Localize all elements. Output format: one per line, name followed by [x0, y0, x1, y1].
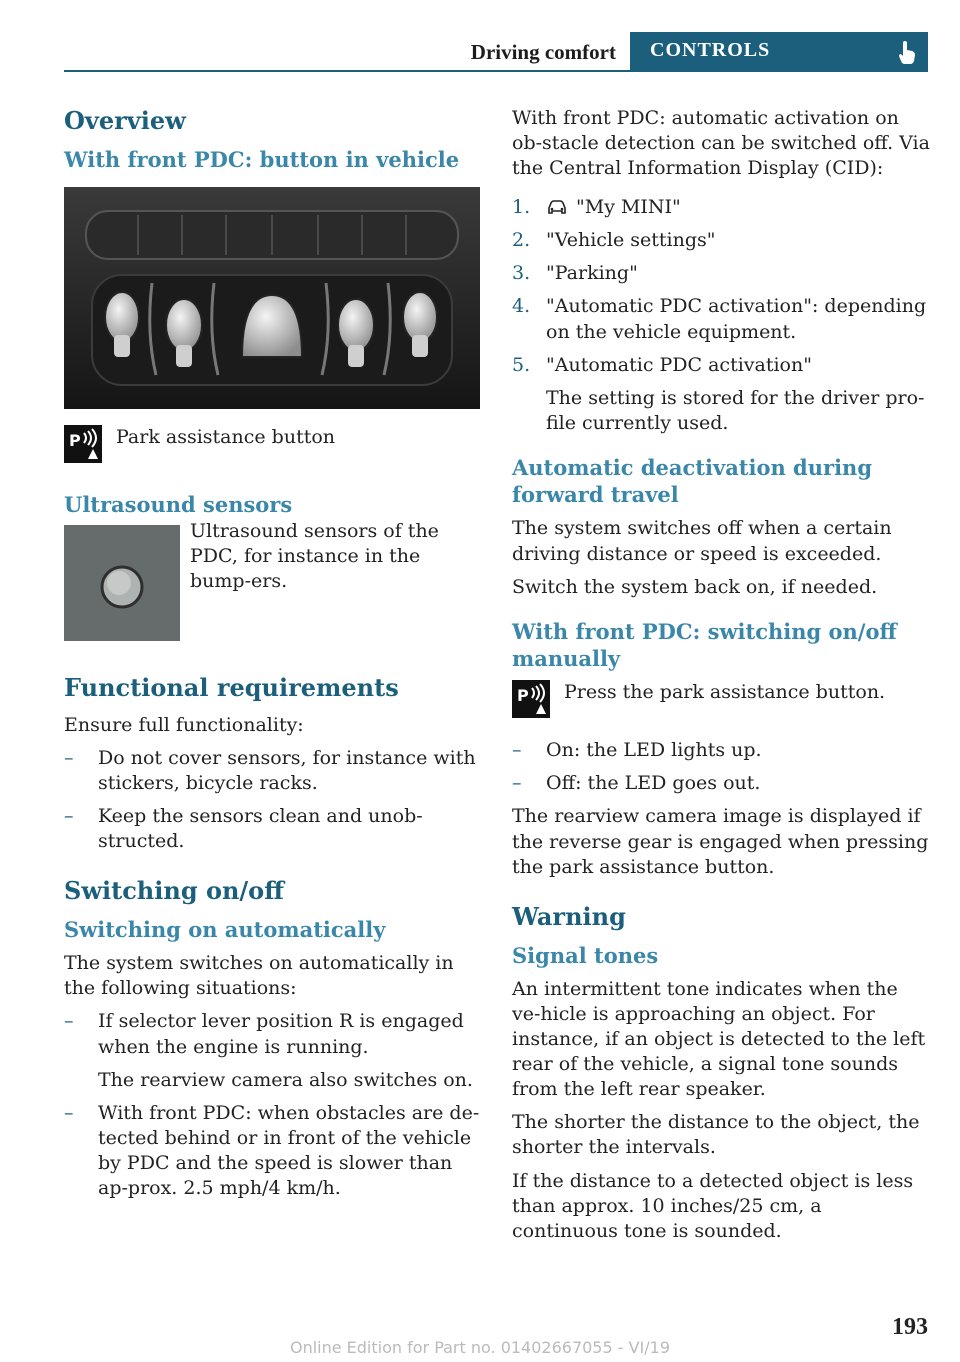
park-assistance-icon [64, 425, 102, 463]
step-number: 3. [512, 262, 531, 285]
auto-deactivation-text: The system switches off when a certain driving distance or speed is exceeded. [512, 517, 892, 565]
header-section-title: Driving comfort [470, 40, 616, 64]
overview-heading: Overview [64, 106, 186, 135]
functional-item: – Do not cover sensors, for instance with stickers, bicycle racks. [64, 746, 482, 796]
dashboard-switches-photo [64, 187, 480, 409]
switching-auto-item [64, 1009, 482, 1092]
step-number: 4. [512, 295, 531, 318]
left-column [64, 106, 482, 1209]
settings-step [512, 353, 930, 436]
header-chapter-tab [630, 32, 928, 72]
step-text: "Automatic PDC activation" [546, 353, 812, 376]
switching-auto-intro: The system switches on automatically in the following situations: [64, 952, 454, 1000]
edition-footer: Online Edition for Part no. 01402667055 - VI/19 [289, 1338, 671, 1357]
header-rule [64, 70, 928, 72]
header-chapter-label: CONTROLS [650, 39, 771, 61]
manual-switch-item: – Off: the LED goes out. [512, 771, 930, 796]
page-header [64, 32, 928, 72]
park-assist-button-row [64, 425, 482, 465]
svg-text:P: P [517, 686, 529, 706]
ultrasound-sensor-image [64, 525, 180, 641]
right-column [512, 106, 930, 1252]
manual-switch-row [512, 680, 930, 720]
step-number: 1. [512, 196, 531, 219]
auto-activation-intro: With front PDC: automatic activation on ob-stacle detection can be switched off. Via the Central Information Display (CID): [512, 107, 930, 180]
switching-heading: Switching on/off [64, 875, 284, 905]
signal-tones-text: An intermittent tone indicates when the ve-hicle is approaching an object. For instance, if an object is detected to the left rear of the vehicle, a signal tone sounds from the left rear speaker. [512, 977, 926, 1101]
step-text: "Vehicle settings" [546, 229, 716, 252]
settings-step [512, 294, 930, 344]
step-text: "My MINI" [576, 196, 681, 219]
park-assistance-icon [512, 680, 550, 718]
ultrasound-sensors-heading: Ultrasound sensors [64, 492, 293, 518]
ultrasound-sensor-block [64, 519, 482, 639]
settings-step [512, 228, 930, 253]
car-icon [546, 199, 568, 215]
switching-auto-item-note: The rearview camera also switches on. [98, 1068, 473, 1091]
signal-tones-text: The shorter the distance to the object, the shorter the intervals. [512, 1111, 920, 1159]
warning-heading: Warning [512, 901, 626, 931]
manual-switch-text: The rearview camera image is displayed if the reverse gear is engaged when pressing the park assistance button. [512, 805, 929, 878]
manual-switch-caption: Press the park assistance button. [564, 681, 886, 704]
signal-tones-text: If the distance to a detected object is less than approx. 10 inches/25 cm, a continuous tone is sounded. [512, 1169, 914, 1242]
manual-switch-heading: With front PDC: switching on/off manually [512, 618, 897, 671]
settings-step [512, 261, 930, 286]
ultrasound-sensors-text: Ultrasound sensors of the PDC, for instance in the bump-ers. [190, 519, 439, 592]
signal-tones-heading: Signal tones [512, 942, 659, 968]
svg-text:P: P [69, 431, 81, 451]
functional-requirements-heading: Functional requirements [64, 672, 399, 702]
front-pdc-button-heading: With front PDC: button in vehicle [64, 147, 460, 172]
step-text: "Automatic PDC activation": depending on the vehicle equipment. [546, 295, 927, 343]
auto-deactivation-heading: Automatic deactivation during forward travel [512, 454, 873, 508]
switching-auto-heading: Switching on automatically [64, 916, 386, 942]
switching-auto-item: – With front PDC: when obstacles are de-tected behind or in front of the vehicle by PDC and the speed is slower than ap-prox. 2.5 mph/4 km/h. [64, 1101, 482, 1201]
page-number: 193 [892, 1314, 928, 1340]
pointing-hand-icon [898, 40, 916, 64]
switching-auto-item-text: – If selector lever position R is engaged when the engine is running. [98, 1010, 464, 1058]
manual-switch-item: – On: the LED lights up. [512, 738, 930, 763]
step-number: 5. [512, 353, 531, 376]
step-text: "Parking" [546, 262, 638, 285]
park-assist-button-caption: Park assistance button [116, 426, 336, 449]
step-note: The setting is stored for the driver pro-file currently used. [546, 386, 925, 434]
functional-item: – Keep the sensors clean and unob-structed. [64, 804, 482, 854]
functional-intro: Ensure full functionality: [64, 713, 304, 736]
auto-deactivation-text: Switch the system back on, if needed. [512, 575, 878, 598]
settings-step [512, 195, 930, 220]
step-number: 2. [512, 229, 531, 252]
